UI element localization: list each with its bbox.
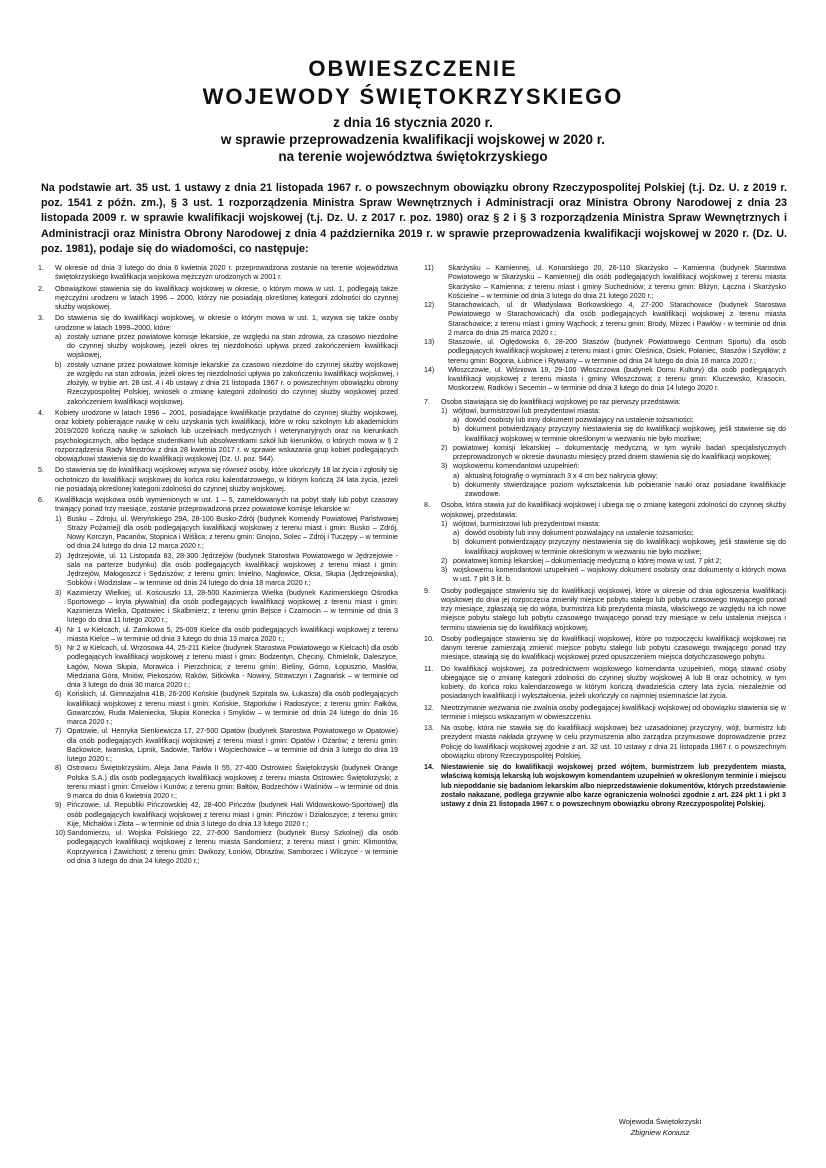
subpoint-text: Nr 2 w Kielcach, ul. Wrzosowa 44, 25-211 Kielce (budynek Starostwa Powiatowego w Kielcach) dla osób podlegających kwalifikacji wojskowej z terenu miast i gmin: Bodzentyn, Chęciny, Chmielnik, Daleszyce, Łagów, Nowa Słupia, Morawica i Pierzchnica; z terenu gmin: Bieliny, Górno, Łopuszno, Masłów, Miedziana Góra, Mniów, Piekoszów, Raków, Sitkówka - Nowiny, Strawczyn i Zagnańsk – w terminie od dnia 3 lutego do dnia 30 marca 2020 r.; bbox=[67, 644, 398, 689]
paragraph-number: 5. bbox=[38, 466, 44, 475]
commission-ostrowiec bbox=[55, 764, 398, 801]
paragraph-text: Do kwalifikacji wojskowej, za pośrednictwem wojskowego komendanta uzupełnień, mogą stawać osoby ubiegające się o zmianę kategorii zdolności do czynnej służby wojskowej A lub B oraz ochotnicy, w tym kobiety, do końca roku kalendarzowego w którym kończą dwadzieścia cztery lata życia, niezależnie od posiadanych kwalifikacji i wykształcenia, jeżeli ukończyły co najmniej osiemnaście lat życia. bbox=[441, 664, 786, 701]
subpoint-text: Pińczowie, ul. Republiki Pińczowskiej 42, 28-400 Pińczów (budynek Hali Widowiskowo-Sportowej) dla osób podlegających kwalifikacji wojskowej z terenu miast i gmin: Pińczów i Działoszyce; z terenu gmin: Kije, Michałów i Złota – w terminie od dnia 3 lutego do dnia 13 lutego 2020 r.; bbox=[67, 801, 398, 828]
paragraph-number: 11. bbox=[424, 664, 434, 673]
document-issuer: WOJEWODY ŚWIĘTOKRZYSKIEGO bbox=[202, 84, 624, 109]
paragraph-number: 2. bbox=[38, 284, 44, 293]
subpoint-text: Ostrowcu Świętokrzyskim, Aleja Jana Pawła II 55, 27-400 Ostrowiec Świętokrzyski (budynek Orange Polska S.A.) dla osób podlegających kwalifikacji wojskowej z terenu miasta Ostrowiec Świętokrzyski; z terenu miast i gmin: Ćmielów i Kunów; z terenu gmin: Bałtów, Bodzechów i Waśniów – w terminie od dnia 9 marca do dnia 6 kwietnia 2020 r.; bbox=[67, 764, 398, 800]
paragraph-11 bbox=[424, 665, 786, 702]
commission-kielce-1 bbox=[55, 626, 398, 645]
subpoint-label: 1) bbox=[441, 519, 448, 528]
subpoint-label: a) bbox=[453, 471, 460, 480]
subpoint-text: zostały uznane przez powiatowe komisje lekarskie, ze względu na stan zdrowia, za czasowo niezdolne do czynnej służby wojskowej, jeżeli okres tej niezdolności upływa przed zakończeniem kwalifikacji wojskowej, bbox=[67, 332, 398, 360]
subpoint-label: 2) bbox=[55, 551, 62, 560]
paragraph-14 bbox=[424, 763, 786, 809]
subpoint-label: 12) bbox=[424, 301, 435, 309]
commission-konskie bbox=[55, 690, 398, 727]
paragraph-text: Obowiązkowi stawienia się do kwalifikacji wojskowej w okresie, o którym mowa w ust. 1, podlegają także mężczyźni urodzeni w latach 1996 – 2000, którzy nie posiadają określonej kategorii zdolności do czynnej służby wojskowej. bbox=[55, 284, 398, 311]
subpoint-a bbox=[55, 333, 398, 361]
subpoint-1a bbox=[453, 529, 786, 538]
paragraph-text: Osoba, która stawia już do kwalifikacji wojskowej i ubiega się o zmianę kategorii zdolności do czynnej służby wojskowej, przedstawia: bbox=[441, 501, 786, 519]
paragraph-9 bbox=[424, 587, 786, 633]
paragraph-3 bbox=[38, 314, 398, 407]
subpoint-label: 9) bbox=[55, 801, 62, 810]
subpoint-text: powiatowej komisji lekarskiej – dokumentację medyczną, w tym wyniki badań specjalistycznych przeprowadzonych w okresie dwunastu miesięcy przed dniem stawienia się do kwalifikacji wojskowej; bbox=[453, 443, 786, 461]
subpoint-label: 11) bbox=[424, 264, 434, 272]
paragraph-6 bbox=[38, 496, 398, 866]
paragraph-1 bbox=[38, 264, 398, 283]
subpoint-2 bbox=[441, 557, 786, 566]
paragraph-text: Na osobę, która nie stawiła się do kwalifikacji wojskowej bez uzasadnionej przyczyny, wójt, burmistrz lub prezydent miasta nakłada grzywnę w celu przymuszenia albo zarządza przymusowe doprowadzenie przez Policję do kwalifikacji wojskowej zgodnie z art. 32 ust. 10 ustawy z dnia 21 listopada 1967 r. o powszechnym obowiązku obrony Rzeczypospolitej Polskiej. bbox=[441, 724, 786, 760]
paragraph-number: 1. bbox=[38, 264, 44, 272]
commission-skarzysko bbox=[424, 264, 786, 301]
subpoint-text: Starachowicach, ul. dr Władysława Borkowskiego 4, 27-200 Starachowice (budynek Starostwa Powiatowego w Starachowicach) dla osób podlegających kwalifikacji wojskowej z terenu miasta Starachowice; z terenu miast i gminy Wąchock; z terenu gmin: Brody, Mirzec i Pawłów - w terminie od dnia 2 marca do dnia 25 marca 2020 r.; bbox=[448, 301, 786, 337]
subpoint-text: wojskowemu komendantowi uzupełnień: bbox=[453, 462, 580, 471]
document-subject-line-1: w sprawie przeprowadzenia kwalifikacji wojskowej w 2020 r. bbox=[220, 132, 606, 147]
subpoint-label: 3) bbox=[55, 588, 62, 597]
subpoint-text: Busku – Zdroju, ul. Weryńskiego 29A, 28-100 Busko-Zdrój (budynek Komendy Powiatowej Państwowej Straży Pożarnej) dla osób podlegających kwalifikacji wojskowej z terenu miast i gmin: Busko – Zdrój, Nowy Korczyn, Pacanów, Stopnica i Wiślica; z terenu gmin: Gnojno, Solec – Zdrój i Tuczępy – w terminie od dnia 24 lutego do dnia 12 marca 2020 r.; bbox=[67, 514, 398, 551]
paragraph-number: 12. bbox=[424, 703, 434, 712]
paragraph-number: 9. bbox=[424, 586, 430, 595]
document-title: OBWIESZCZENIE bbox=[308, 56, 518, 81]
subpoint-text: Końskich, ul. Gimnazjalna 41B, 26-200 Końskie (budynek Szpitala św. Łukasza) dla osób podlegających kwalifikacji wojskowej z terenu miast i gmin: Końskie, Stąporków i Radoszyce; z terenu gmin: Fałków, Gowarczów, Ruda Maleniecka, Słupia Konecka i Smyków – w terminie od dnia 24 lutego do dnia 16 marca 2020 r.; bbox=[67, 690, 398, 726]
subpoint-label: 3) bbox=[441, 566, 448, 574]
paragraph-4 bbox=[38, 409, 398, 465]
subpoint-text: dowód osobisty lub inny dokument pozwalający na ustalenie tożsamości; bbox=[465, 416, 694, 424]
commission-opatow bbox=[55, 727, 398, 764]
paragraph-10 bbox=[424, 635, 786, 663]
paragraph-8 bbox=[424, 501, 786, 584]
document-date: z dnia 16 stycznia 2020 r. bbox=[333, 115, 493, 130]
commission-sandomierz bbox=[55, 829, 398, 866]
subpoint-label: a) bbox=[453, 529, 460, 537]
paragraph-number: 14. bbox=[424, 763, 434, 771]
paragraph-number: 7. bbox=[424, 397, 430, 406]
subpoint-3 bbox=[441, 462, 786, 471]
paragraph-text: Kwalifikacja wojskowa osób wymienionych w ust. 1 – 5, zameldowanych na pobyt stały lub pobyt czasowy trwający ponad trzy miesiące, zostanie przeprowadzona przez powiatowe komisje lekarskie w: bbox=[55, 496, 398, 514]
paragraph-2 bbox=[38, 285, 398, 313]
paragraph-text: Osoby podlegające stawieniu się do kwalifikacji wojskowej, które w okresie od dnia ogłoszenia kwalifikacji wojskowej do dnia jej rozpoczęcia zmieniły miejsce pobytu stałego lub pobytu czasowego trwającego ponad trzy miesiące, zgłaszają się do wójta, burmistrza lub prezydenta miasta, właściwego ze względu na ich nowe miejsce pobytu stałego lub pobytu czasowego trwającego ponad trzy miesiące w celu ustalenia miejsca i terminu stawienia się do kwalifikacji wojskowej. bbox=[441, 586, 786, 632]
commission-jedrzejow bbox=[55, 552, 398, 589]
subpoint-3a bbox=[453, 472, 786, 481]
subpoint-1a bbox=[453, 416, 786, 425]
subpoint-text: wojskowemu komendantowi uzupełnień – wojskowy dokument osobisty oraz dokumenty o których mowa w ust. 7 pkt 3 lit. b. bbox=[453, 566, 786, 584]
subpoint-text: Włoszczowie, ul. Wiśniowa 19, 29-100 Włoszczowa (budynek Domu Kultury) dla osób podlegających kwalifikacji wojskowej z terenu miasta i gminy Włoszczowa; z terenu gmin: Kluczewsko, Krasocin, Moskorzew, Radków i Secemin – w terminie od dnia 3 lutego do dnia 14 lutego 2020 r. bbox=[448, 365, 786, 393]
commission-busko-zdroj bbox=[55, 515, 398, 552]
subpoint-text: aktualną fotografię o wymiarach 3 x 4 cm bez nakrycia głowy; bbox=[465, 471, 658, 480]
subpoint-text: powiatowej komisji lekarskiej – dokumentację medyczną o której mowa w ust. 7 pkt 2; bbox=[453, 556, 722, 565]
subpoint-text: wójtowi, burmistrzowi lub prezydentowi miasta: bbox=[453, 519, 601, 528]
subpoint-label: b) bbox=[55, 360, 62, 369]
subpoint-1b bbox=[453, 538, 786, 557]
subpoint-1b bbox=[453, 425, 786, 444]
paragraph-text: Kobiety urodzone w latach 1996 – 2001, posiadające kwalifikacje przydatne do czynnej służby wojskowej, oraz kobiety pobierające naukę w celu uzyskania tych kwalifikacji, które w roku szkolnym lub akademickim 2019/2020 kończą naukę w szkołach lub uczelniach medycznych i weterynaryjnych oraz na kierunkach psychologicznych, albo będące studentkami lub absolwentkami szkół lub kierunków, o których mowa w § 2 rozporządzenia Rady Ministrów z dnia 28 kwietnia 2017 r. w sprawie wskazania grup kobiet podlegających obowiązkowi stawienia się do kwalifikacji wojskowej (Dz. U. poz. 944). bbox=[55, 408, 398, 463]
paragraph-number: 10. bbox=[424, 634, 434, 643]
commission-wloszczowa bbox=[424, 366, 786, 394]
paragraph-body bbox=[55, 496, 398, 866]
paragraph-body bbox=[55, 314, 398, 407]
commission-kazimierza-wielka bbox=[55, 589, 398, 626]
paragraph-number: 4. bbox=[38, 408, 44, 417]
subpoint-text: zostały uznane przez powiatowe komisje lekarskie za czasowo niezdolne do czynnej służby wojskowej ze względu na stan zdrowia, jeżeli okres tej niezdolności upływa po zakończeniu kwalifikacji wojskowej, i złożyły, w trybie art. 28 ust. 4 i 4b ustawy z dnia 21 listopada 1967 r. o powszechnym obowiązku obrony Rzeczypospolitej Polskiej, wniosek o zmianę kategorii zdolności do czynnej służby wojskowej przed zakończeniem kwalifikacji wojskowej. bbox=[67, 360, 398, 406]
subpoint-text: dokument potwierdzający przyczyny niestawienia się do kwalifikacji wojskowej, jeśli stawienie się do kwalifikacji wojskowej w terminie określonym w wezwaniu nie było możliwe; bbox=[465, 425, 786, 443]
subpoint-label: 1) bbox=[55, 514, 62, 523]
paragraph-text: Osoby podlegające stawieniu się do kwalifikacji wojskowej, które po rozpoczęciu kwalifikacji wojskowej na danym terenie zamierzają zmienić miejsce pobytu stałego lub pobytu czasowego trwającego ponad trzy miesiące, stawiają się do kwalifikacji wojskowej przed opuszczeniem miejsca dotychczasowego pobytu. bbox=[441, 634, 786, 662]
subpoint-text: Skarżysku – Kamiennej, ul. Konarskiego 20, 26-110 Skarżysko – Kamienna (budynek Starostwa Powiatowego w Skarżysku – Kamiennej) dla osób podlegających kwalifikacji wojskowej z terenu miasta Skarżysko – Kamienna; z terenu miast i gminy Suchedniów; z terenu gmin: Bliżyn, Łączna i Skarżysko Kościelne – w terminie od dnia 3 lutego do dnia 21 lutego 2020 r.; bbox=[448, 264, 786, 300]
commission-staszow bbox=[424, 338, 786, 366]
subpoint-text: Sandomierzu, ul. Wojska Polskiego 22, 27-600 Sandomierz (budynek Bursy Szkolnej) dla osób podlegających kwalifikacji wojskowej z terenu miasta Sandomierz; z terenu miast i gmin: Klimontów, Koprzywnica i Zawichost; z terenu gmin: Dwikozy, Łoniów, Obrazów, Samborzec i Wilczyce - w terminie od dnia 3 lutego do dnia 24 lutego 2020 r.; bbox=[67, 829, 398, 865]
paragraph-body bbox=[441, 501, 786, 584]
paragraph-text: Osoba stawiająca się do kwalifikacji wojskowej po raz pierwszy przedstawia: bbox=[441, 397, 681, 406]
paragraph-number: 6. bbox=[38, 496, 44, 504]
subpoint-label: 10) bbox=[55, 829, 66, 837]
subpoint-label: b) bbox=[453, 425, 460, 434]
subpoint-label: a) bbox=[55, 332, 62, 341]
paragraph-13 bbox=[424, 724, 786, 761]
subpoint-3b bbox=[453, 481, 786, 500]
subpoint-text: dokument potwierdzający przyczyny niestawienia się do kwalifikacji wojskowej, jeśli stawienie się do kwalifikacji wojskowej w terminie określonym w wezwaniu nie było możliwe; bbox=[465, 538, 786, 556]
subpoint-label: 14) bbox=[424, 365, 435, 374]
subpoint-text: Opatowie, ul. Henryka Sienkiewicza 17, 27-500 Opatów (budynek Starostwa Powiatowego w Opatowie) dla osób podlegających kwalifikacji wojskowej z terenu miast i gmin: Opatów i Ożarów; z terenu gmin: Baćkowice, Iwaniska, Lipnik, Sadowie, Tarłów i Wojciechowice – w terminie od dnia 3 lutego do dnia 19 lutego 2020 r.; bbox=[67, 727, 398, 763]
subpoint-text: Nr 1 w Kielcach, ul. Zamkowa 5, 25-009 Kielce dla osób podlegających kwalifikacji wojskowej z terenu miasta Kielce – w terminie od dnia 3 lutego do dnia 13 marca 2020 r.; bbox=[67, 625, 398, 643]
commission-pinczow bbox=[55, 801, 398, 829]
subpoint-text: dowód osobisty lub inny dokument pozwalający na ustalenie tożsamości; bbox=[465, 529, 694, 537]
subpoint-2 bbox=[441, 444, 786, 463]
subpoint-label: a) bbox=[453, 416, 460, 424]
subpoint-label: 3) bbox=[441, 462, 448, 471]
paragraph-text: W okresie od dnia 3 lutego do dnia 6 kwietnia 2020 r. przeprowadzona zostanie na terenie województwa świętokrzyskiego kwalifikacja wojskowa mężczyzn urodzonych w 2001 r. bbox=[55, 264, 398, 282]
subpoint-label: 7) bbox=[55, 727, 62, 736]
subpoint-label: 8) bbox=[55, 764, 62, 773]
subpoint-1 bbox=[441, 407, 786, 416]
paragraph-12 bbox=[424, 704, 786, 723]
signature-name: Zbigniew Koniusz bbox=[630, 1128, 690, 1137]
subpoint-label: 1) bbox=[441, 406, 448, 415]
subpoint-text: dokumenty stwierdzające poziom wykształcenia lub pobieranie nauki oraz posiadane kwalifikacje zawodowe. bbox=[465, 480, 786, 498]
legal-basis-intro: Na podstawie art. 35 ust. 1 ustawy z dnia 21 listopada 1967 r. o powszechnym obowiązku obrony Rzeczypospolitej Polskiej (t.j. Dz. U. z 2019 r. poz. 1541 z późn. zm.), § 3 ust. 1 rozporządzenia Ministra Spraw Wewnętrznych i Administracji oraz Ministra Obrony Narodowej z dnia 23 listopada 2009 r. w sprawie kwalifikacji wojskowej (t.j. Dz. U. z 2017 r. poz. 1980) oraz § 2 i § 3 rozporządzenia Ministra Spraw Wewnętrznych i Administracji oraz Ministra Obrony Narodowej z dnia 4 października 2019 r. w sprawie przeprowadzenia kwalifikacji wojskowej w 2020 r. (Dz. U. poz. 1981), podaje się do wiadomości, co następuje: bbox=[41, 182, 787, 255]
subpoint-b bbox=[55, 361, 398, 407]
subpoint-label: b) bbox=[453, 538, 460, 547]
subpoint-text: Jędrzejowie, ul. 11 Listopada 83, 28-300 Jędrzejów (budynek Starostwa Powiatowego w Jędrzejowie - sala na parterze budynku) dla osób podlegających kwalifikacji wojskowej z terenu miast i gmin: Jędrzejów, Małogoszcz i Sędziszów; z terenu gmin: Imielno, Nagłowice, Oksa, Słupia (Jędrzejowska), Sobków i Wodzisław – w terminie od dnia 24 lutego do dnia 18 marca 2020 r.; bbox=[67, 551, 398, 588]
paragraph-text: Niestawienie się do kwalifikacji wojskowej przed wójtem, burmistrzem lub prezydentem miasta, właściwą komisją lekarską lub wojskowym komendantem uzupełnień w określonym terminie i miejscu lub niepoddanie się badaniom lekarskim albo nieprzedstawienie dokumentów, których przedstawienie zostało nakazane, podlega grzywnie albo karze ograniczenia wolności zgodnie z art. 224 pkt 1 i pkt 3 ustawy z dnia 21 listopada 1967 r. o powszechnym obowiązku obrony Rzeczypospolitej Polskiej. bbox=[441, 763, 786, 808]
paragraph-text: Nieotrzymanie wezwania nie zwalnia osoby podlegającej kwalifikacji wojskowej od obowiązku stawienia się w terminie i miejscu wskazanym w obwieszczeniu. bbox=[441, 703, 786, 721]
commission-kielce-2 bbox=[55, 644, 398, 690]
paragraph-7 bbox=[424, 398, 786, 500]
paragraph-number: 3. bbox=[38, 314, 44, 323]
paragraph-number: 13. bbox=[424, 724, 434, 732]
subpoint-3 bbox=[441, 566, 786, 585]
paragraph-text: Do stawienia się do kwalifikacji wojskowej, w okresie o którym mowa w ust. 1, wzywa się także osoby urodzone w latach 1999–2000, które: bbox=[55, 314, 398, 332]
paragraph-text: Do stawienia się do kwalifikacji wojskowej wzywa się również osoby, które ukończyły 18 lat życia i zgłosiły się ochotniczo do kwalifikacji wojskowej do końca roku kalendarzowego, w którym kończą 24 lata życia, jeżeli nie posiadają określonej kategorii zdolności do czynnej służby wojskowej. bbox=[55, 466, 398, 493]
left-column bbox=[38, 264, 398, 868]
subpoint-label: b) bbox=[453, 480, 460, 489]
right-column bbox=[424, 264, 786, 811]
subpoint-1 bbox=[441, 520, 786, 529]
subpoint-text: wójtowi, burmistrzowi lub prezydentowi miasta: bbox=[453, 406, 601, 415]
paragraph-number: 8. bbox=[424, 501, 430, 510]
subpoint-label: 2) bbox=[441, 443, 448, 452]
document-subject-line-2: na terenie województwa świętokrzyskiego bbox=[278, 149, 548, 164]
signature-role: Wojewoda Świętokrzyski bbox=[618, 1117, 702, 1126]
subpoint-label: 6) bbox=[55, 690, 62, 699]
subpoint-label: 4) bbox=[55, 625, 62, 634]
subpoint-label: 5) bbox=[55, 644, 62, 652]
subpoint-text: Staszowie, ul. Ogłędowska 6, 28-200 Staszów (budynek Powiatowego Centrum Sportu) dla osób podlegających kwalifikacji wojskowej z terenu miast i gmin: Oleśnica, Osiek, Połaniec, Staszów i Szydłów; z terenu gmin: Bogoria, Łubnice i Rytwiany – w terminie od dnia 24 lutego do dnia 16 marca 2020 r.; bbox=[448, 338, 786, 365]
subpoint-label: 2) bbox=[441, 556, 448, 565]
subpoint-text: Kazimierzy Wielkiej, ul. Kościuszki 13, 28-500 Kazimierza Wielka (budynek Kazimierskiego Ośrodka Sportowego – kryta pływalnia) dla osób podlegających kwalifikacji wojskowej z terenu miast i gmin: Kazimierza Wielka, Opatowiec i Skalbmierz; z terenu gmin Bejsce i Czarnocin – w terminie od dnia 3 lutego do dnia 11 lutego 2020 r.; bbox=[67, 588, 398, 625]
paragraph-body bbox=[441, 398, 786, 500]
subpoint-label: 13) bbox=[424, 338, 435, 346]
commission-starachowice bbox=[424, 301, 786, 338]
paragraph-5 bbox=[38, 466, 398, 494]
